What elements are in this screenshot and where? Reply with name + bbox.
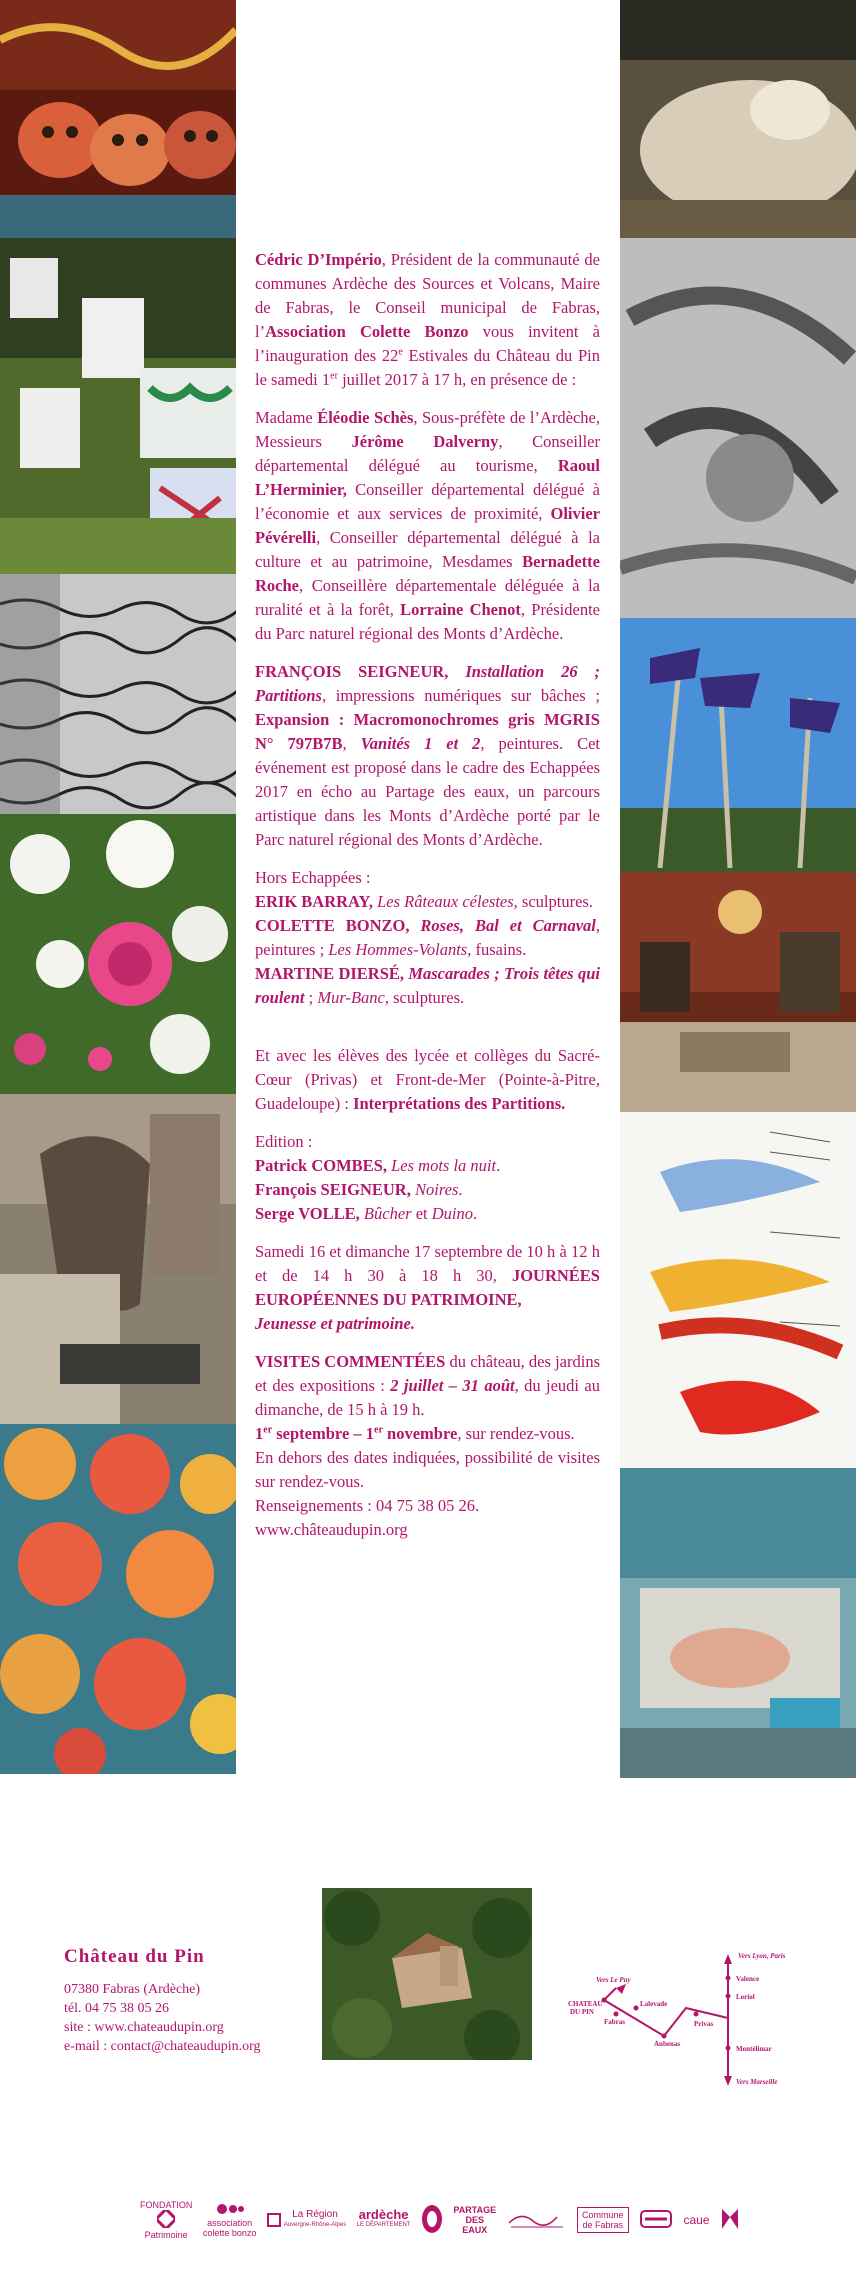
website[interactable]: site : www.chateaudupin.org <box>64 2020 224 2035</box>
photo-sky-rakes-sculptures <box>620 618 856 872</box>
invitation-text <box>255 248 600 1556</box>
photo-flowers <box>0 814 236 1094</box>
photo-workshop-hands <box>620 1468 856 1778</box>
address: 07380 Fabras (Ardèche) <box>64 1982 201 1997</box>
logo-parc-naturel <box>421 2204 443 2236</box>
map-lalevade: Lalevade <box>640 2000 668 2008</box>
website-link[interactable]: www.châteaudupin.org <box>255 1520 408 1539</box>
association-name: Association Colette Bonzo <box>265 322 469 341</box>
contact-block <box>64 1946 284 2056</box>
photo-stone-head-sculpture <box>620 0 856 238</box>
access-map <box>556 1948 816 2108</box>
map-vers-le-puy: Vers Le Puy <box>596 1976 631 1984</box>
logo-fondation-patrimoine: FONDATION Patrimoine <box>140 2200 193 2240</box>
journees-paragraph: Samedi 16 et dimanche 17 septembre de 10 h à 12 h et de 14 h 30 à 18 h 30, JOURNÉES EUROPÉENNES DU PATRIMOINE, Jeunesse et patrimoine. <box>255 1242 600 1333</box>
logo-commune-fabras: Commune de Fabras <box>577 2207 629 2233</box>
email[interactable]: e-mail : contact@chateaudupin.org <box>64 2039 261 2054</box>
chateau-title: Château du Pin <box>64 1946 205 1967</box>
logo-lions <box>720 2207 740 2233</box>
visites-paragraph: VISITES COMMENTÉES du château, des jardins et des expositions : 2 juillet – 31 août, du jeudi au dimanche, de 15 h à 19 h. 1er septembre – 1er novembre, sur rendez-vous. En dehors des dates indiquées, possibilité de visites sur rendez-vous. Renseignements : 04 75 38 05 26. www.châteaudupin.org <box>255 1352 600 1539</box>
map-vers-marseille: Vers Marseille <box>736 2078 778 2086</box>
map-aubenas: Aubenas <box>654 2040 681 2048</box>
photo-outdoor-exhibition <box>0 238 236 574</box>
photo-charcoal-drawing <box>620 238 856 618</box>
host-name: Cédric D’Império <box>255 250 382 269</box>
presence-paragraph: Madame Éléodie Schès, Sous-préfète de l’Ardèche, Messieurs Jérôme Dalverny, Conseiller départemental délégué au tourisme, Raoul L’Herminier, Conseiller départemental délégué à l’économie et aux services de proximité, Olivier Pévérelli, Conseiller départemental délégué à la culture et au patrimoine, Mesdames Bernadette Roche, Conseillère départementale déléguée à la ruralité et à la forêt, Lorraine Chenot, Présidente du Parc naturel régional des Monts d’Ardèche. <box>255 408 600 643</box>
hors-echappees: Hors Echappées : ERIK BARRAY, Les Râteaux célestes, sculptures. COLETTE BONZO, Roses, Bal et Carnaval, peintures ; Les Hommes-Volants, fusains. MARTINE DIERSÉ, Mascarades ; Trois têtes qui roulent ; Mur-Banc, sculptures. <box>255 868 600 1007</box>
logo-ardeche: ardèche LE DÉPARTEMENT <box>356 2207 411 2228</box>
photo-handwritten-score <box>0 574 236 814</box>
edition-paragraph: Edition : Patrick COMBES, Les mots la nuit. François SEIGNEUR, Noires. Serge VOLLE, Bûcher et Duino. <box>255 1132 501 1223</box>
logo-partage-des-eaux: PARTAGE DES EAUX <box>453 2205 497 2235</box>
photo-chateau-aerial <box>322 1888 532 2060</box>
map-du-pin: DU PIN <box>570 2008 594 2016</box>
photo-color-scores <box>620 1112 856 1468</box>
map-chateau: CHATEAU <box>568 2000 603 2008</box>
invitation-paragraph: Cédric D’Império, Président de la communauté de communes Ardèche des Sources et Volcans, Maire de Fabras, le Conseil municipal de Fabras, l’Association Colette Bonzo vous invitent à l’inauguration des 22e Estivales du Château du Pin le samedi 1er juillet 2017 à 17 h, en présence de : <box>255 250 600 389</box>
partner-logos <box>140 2198 740 2242</box>
logo-caue: caue <box>683 2213 710 2227</box>
map-montelimar: Montélimar <box>736 2045 772 2053</box>
logo-association: association colette bonzo <box>203 2202 257 2238</box>
map-fabras: Fabras <box>604 2018 625 2026</box>
photo-chateau-interior <box>620 872 856 1112</box>
phone: tél. 04 75 38 05 26 <box>64 2001 169 2016</box>
photo-masks-painting <box>0 0 236 238</box>
photo-roses-painting <box>0 1424 236 1774</box>
map-loriol: Loriol <box>736 1993 755 2001</box>
logo-region: La Région Auvergne-Rhône-Alpes <box>267 2210 346 2230</box>
map-privas: Privas <box>694 2020 714 2028</box>
map-vers-lyon: Vers Lyon, Paris <box>738 1952 786 1960</box>
eleves-paragraph: Et avec les élèves des lycée et collèges du Sacré-Cœur (Privas) et Front-de-Mer (Pointe-à-Pitre, Guadeloupe) : Interprétations des Partitions. <box>255 1046 600 1113</box>
photo-sculpture-torso <box>0 1094 236 1424</box>
logo-graffiti <box>639 2208 673 2232</box>
logo-artwork <box>507 2209 567 2231</box>
seigneur-paragraph: FRANÇOIS SEIGNEUR, Installation 26 ; Partitions, impressions numériques sur bâches ; Expansion : Macromonochromes gris MGRIS N° 797B7B, Vanités 1 et 2, peintures. Cet événement est proposé dans le cadre des Echappées 2017 en écho au Partage des eaux, un parcours artistique dans les Monts d’Ardèche porté par le Parc naturel régional des Monts d’Ardèche. <box>255 662 600 849</box>
map-valence: Valence <box>736 1975 760 1983</box>
